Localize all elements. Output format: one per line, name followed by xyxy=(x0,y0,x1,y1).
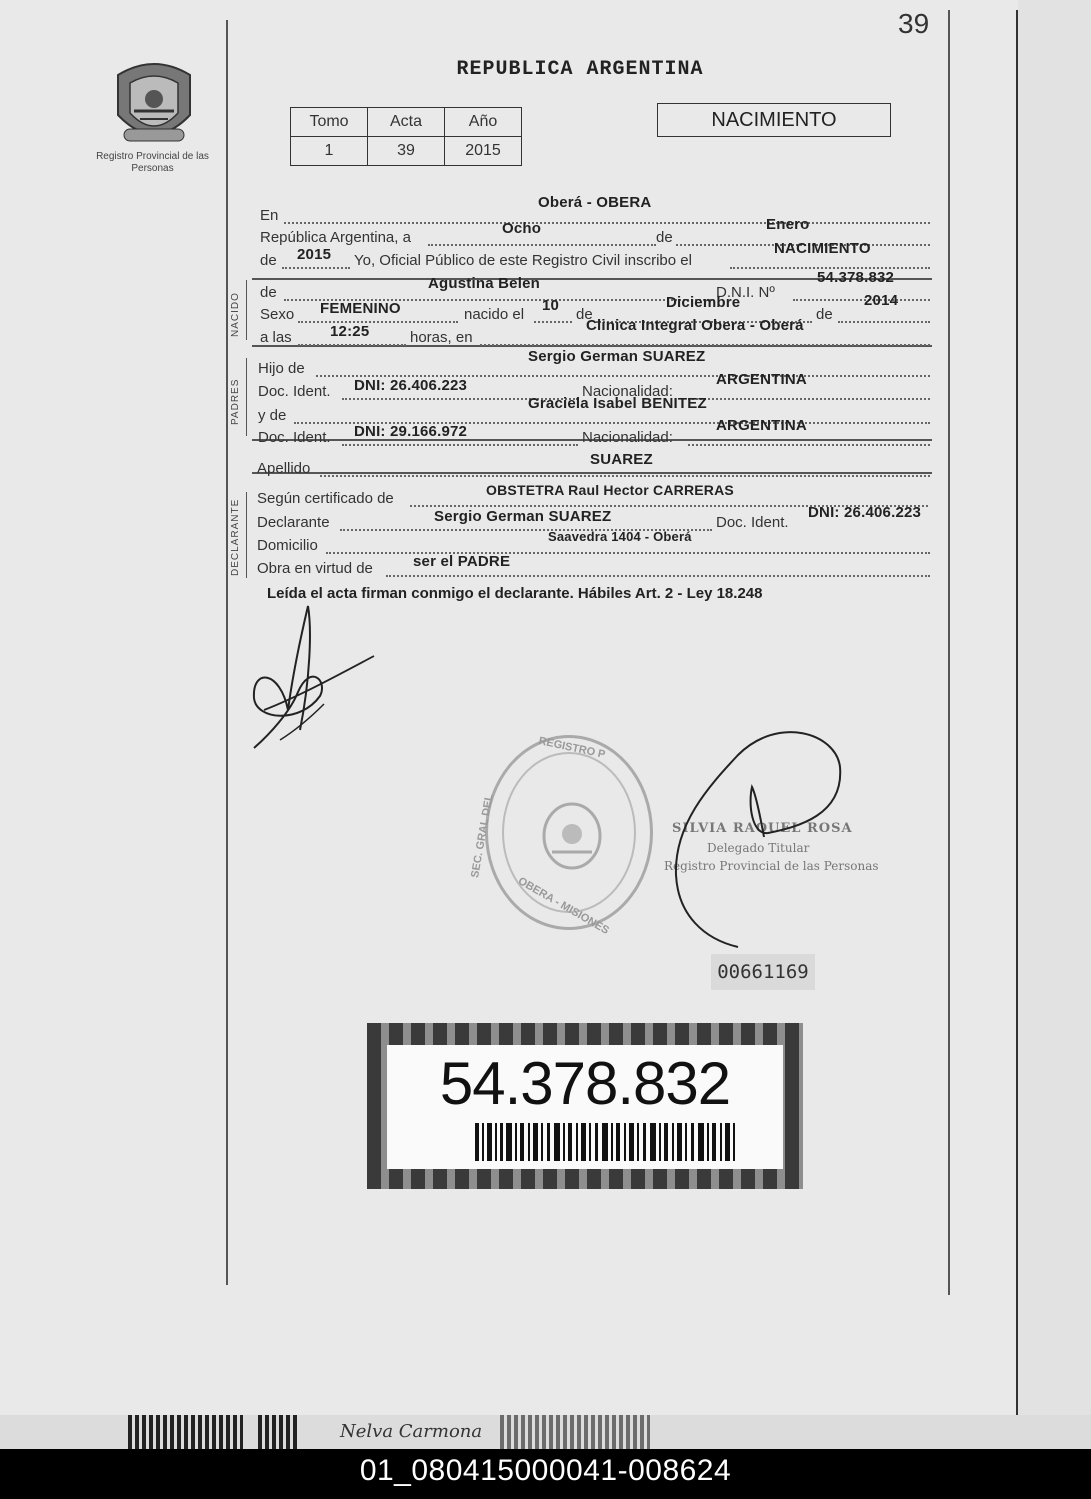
label-declarante: Declarante xyxy=(257,514,330,531)
value-year: 2015 xyxy=(297,246,332,263)
officer-name-stamp: SILVIA RAQUEL ROSA xyxy=(672,821,853,836)
underlying-barcode-fragment xyxy=(258,1415,298,1449)
record-value-acta: 39 xyxy=(368,137,445,166)
label-hijo-de: Hijo de xyxy=(258,360,305,377)
row-obra xyxy=(257,553,938,582)
value-inscribo: NACIMIENTO xyxy=(774,240,871,257)
label-sexo: Sexo xyxy=(260,306,295,323)
barcode-icon xyxy=(475,1123,735,1161)
fill-line xyxy=(480,343,930,346)
section-bracket xyxy=(246,358,247,436)
fill-line xyxy=(320,474,930,477)
barcode-number: 54.378.832 xyxy=(439,1050,731,1117)
label-horas-en: horas, en xyxy=(410,329,473,346)
label-de-name: de xyxy=(260,284,277,301)
officer-signature-icon xyxy=(668,715,858,965)
fill-line xyxy=(342,443,578,446)
page-edge-line xyxy=(1016,10,1018,1415)
value-birth-month: Diciembre xyxy=(666,294,741,311)
section-label-padres: PADRES xyxy=(230,378,241,425)
label-nacionalidad: Nacionalidad: xyxy=(582,383,673,400)
fill-line xyxy=(793,298,930,301)
value-mother-nat: ARGENTINA xyxy=(716,417,807,434)
value-domicilio: Saavedra 1404 - Oberá xyxy=(548,529,692,544)
underlying-handwriting: Nelva Carmona xyxy=(340,1421,483,1442)
fill-line xyxy=(298,320,458,323)
record-header-acta: Acta xyxy=(368,108,445,137)
underlying-stamp-fragment xyxy=(500,1415,650,1449)
right-margin-line xyxy=(948,10,950,1295)
declarant-signature-icon xyxy=(240,600,390,760)
section-label-declarante: DECLARANTE xyxy=(230,498,241,576)
row-madre-doc xyxy=(258,417,938,451)
section-bracket xyxy=(246,280,247,340)
value-month: Enero xyxy=(766,216,810,233)
label-de-year: de xyxy=(260,252,277,269)
barcode-label xyxy=(367,1023,803,1189)
value-birth-year: 2014 xyxy=(864,292,899,309)
record-value-tomo: 1 xyxy=(291,137,368,166)
value-mother-name: Graciela Isabel BENITEZ xyxy=(528,395,707,412)
label-decl-doc: Doc. Ident. xyxy=(716,514,789,531)
label-doc-ident: Doc. Ident. xyxy=(258,429,331,446)
value-sexo: FEMENINO xyxy=(320,300,401,317)
fill-line xyxy=(688,443,930,446)
value-obra: ser el PADRE xyxy=(413,553,511,570)
logo-caption: Registro Provincial de las Personas xyxy=(96,151,209,174)
value-decl-doc: DNI: 26.406.223 xyxy=(808,504,922,521)
document-type-box: NACIMIENTO xyxy=(657,103,891,137)
fill-line xyxy=(298,343,406,346)
value-day: Ocho xyxy=(502,220,542,237)
fill-line xyxy=(838,320,930,323)
underlying-barcode-fragment xyxy=(128,1415,243,1449)
row-en xyxy=(258,194,938,229)
underlying-sheet-strip xyxy=(0,1415,1091,1449)
value-father-doc: DNI: 26.406.223 xyxy=(354,377,468,394)
record-header-ano: Año xyxy=(445,108,522,137)
label-obra: Obra en virtud de xyxy=(257,560,373,577)
value-name: Agustina Belen xyxy=(428,275,540,292)
seal-text-bottom: OBERA - MISIONES xyxy=(515,875,611,937)
label-en: En xyxy=(260,207,279,224)
record-table xyxy=(290,107,522,166)
value-certificado: OBSTETRA Raul Hector CARRERAS xyxy=(486,482,734,498)
label-de-year2: de xyxy=(816,306,833,323)
page-number: 39 xyxy=(898,8,930,39)
fill-line xyxy=(386,574,930,577)
seal-text-left: SEC. GRAL DEL xyxy=(469,793,496,879)
scan-file-id: 01_080415000041-008624 xyxy=(0,1449,1091,1499)
seal-emblem-icon xyxy=(536,800,608,872)
officer-role-stamp: Delegado Titular xyxy=(707,841,810,855)
section-bracket xyxy=(246,492,247,578)
label-nacionalidad: Nacionalidad: xyxy=(582,429,673,446)
closing-statement: Leída el acta firman conmigo el declarante. Hábiles Art. 2 - Ley 18.248 xyxy=(267,585,763,602)
document-title: REPUBLICA ARGENTINA xyxy=(456,58,704,81)
label-de-month: de xyxy=(576,306,593,323)
value-birth-day: 10 xyxy=(542,297,560,314)
section-label-nacido: NACIDO xyxy=(230,292,241,337)
underlying-page-edge xyxy=(1018,0,1091,1448)
label-dni: D.N.I. Nº xyxy=(716,284,775,301)
value-dni: 54.378.832 xyxy=(817,269,895,286)
fill-line xyxy=(284,221,930,224)
fill-line xyxy=(428,243,656,246)
label-apellido: Apellido xyxy=(257,460,311,477)
label-a-las: a las xyxy=(260,329,292,346)
label-certificado: Según certificado de xyxy=(257,490,394,507)
barcode-label-inner xyxy=(387,1045,783,1169)
officer-org-stamp: Registro Provincial de las Personas xyxy=(664,859,879,873)
label-republica: República Argentina, a xyxy=(260,229,411,246)
value-time: 12:25 xyxy=(330,323,370,340)
value-declarante: Sergio German SUAREZ xyxy=(434,508,612,525)
value-place-registry: Oberá - OBERA xyxy=(538,194,652,211)
label-y-de: y de xyxy=(258,407,287,424)
seal-text-top: REGISTRO P xyxy=(537,735,607,761)
label-doc-ident: Doc. Ident. xyxy=(258,383,331,400)
value-mother-doc: DNI: 29.166.972 xyxy=(354,423,468,440)
label-nacido-el: nacido el xyxy=(464,306,525,323)
label-de: de xyxy=(656,229,673,246)
left-margin-line xyxy=(226,20,228,1285)
row-domicilio xyxy=(257,529,938,559)
record-header-tomo: Tomo xyxy=(291,108,368,137)
value-place-birth: Clinica Integral Obera - Oberá xyxy=(586,317,804,334)
fill-line xyxy=(688,397,930,400)
record-value-ano: 2015 xyxy=(445,137,522,166)
serial-number: 00661169 xyxy=(711,954,815,990)
row-apellido xyxy=(257,451,938,482)
value-father-nat: ARGENTINA xyxy=(716,371,807,388)
official-seal xyxy=(485,735,653,930)
fill-line xyxy=(534,320,572,323)
label-domicilio: Domicilio xyxy=(257,537,318,554)
fill-line xyxy=(282,266,350,269)
value-father-name: Sergio German SUAREZ xyxy=(528,348,706,365)
value-apellido: SUAREZ xyxy=(590,451,653,468)
label-oficial: Yo, Oficial Público de este Registro Civil inscribo el xyxy=(354,252,692,269)
